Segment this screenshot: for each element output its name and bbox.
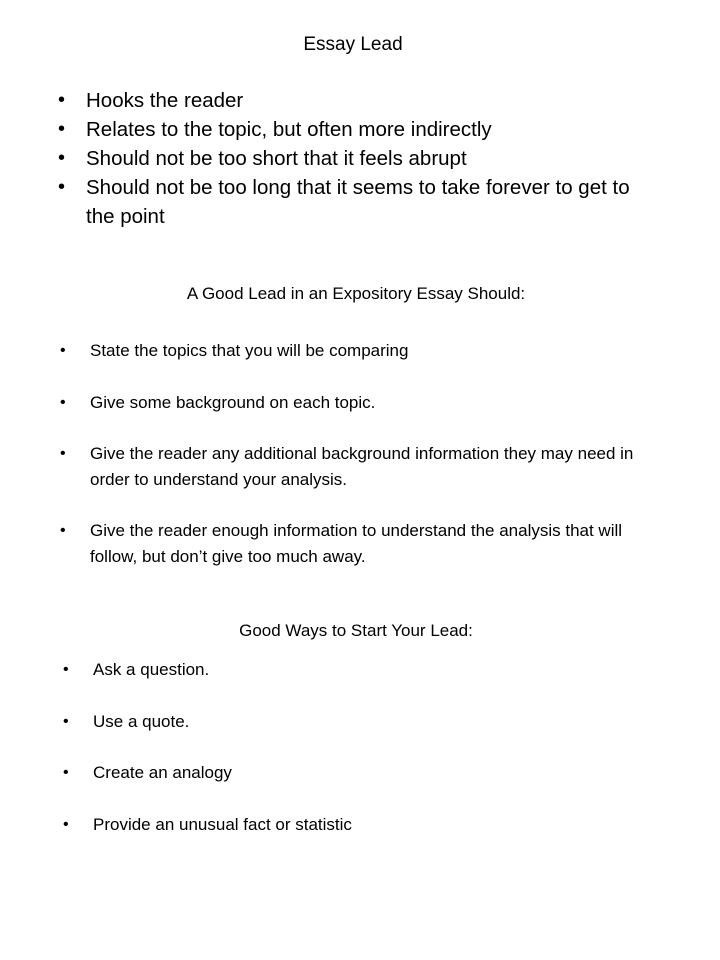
bullet-icon: • [58, 147, 66, 169]
bullet-icon: • [58, 118, 66, 140]
list-item-text: Should not be too short that it feels abrupt [86, 147, 467, 170]
list-item-text: Create an analogy [93, 763, 232, 782]
list-item-text: Give some background on each topic. [90, 392, 376, 412]
list-item-text: Hooks the reader [86, 89, 244, 112]
list-item-text: Provide an unusual fact or statistic [93, 814, 352, 834]
list-item [63, 657, 623, 683]
list-item [60, 390, 660, 416]
list-item-text: Relates to the topic, but often more indirectly [86, 118, 492, 141]
list-item [58, 144, 658, 173]
bullet-icon: • [63, 712, 69, 730]
list-item-text: Should not be too long that it seems to take forever to get to the point [86, 176, 630, 228]
bullet-icon: • [63, 764, 69, 781]
bullet-icon: • [58, 176, 66, 198]
list-item [58, 173, 658, 231]
expository-lead-list [60, 338, 660, 595]
list-item [60, 518, 660, 569]
list-item [63, 760, 623, 786]
bullet-icon: • [63, 815, 69, 833]
list-item [58, 86, 658, 115]
section-heading-ways-to-start: Good Ways to Start Your Lead: [239, 621, 473, 640]
list-item-text: Give the reader any additional background information they may need in order to understand your analysis. [90, 444, 634, 489]
bullet-icon: • [60, 342, 66, 359]
bullet-icon: • [60, 522, 66, 539]
list-item [58, 115, 658, 144]
lead-qualities-list [58, 86, 658, 231]
document-title: Essay Lead [303, 34, 403, 55]
list-item-text: Give the reader enough information to understand the analysis that will follow, but don’t give too much away. [90, 521, 623, 566]
list-item [63, 812, 623, 838]
bullet-icon: • [63, 661, 69, 678]
list-item [60, 338, 660, 364]
list-item [60, 441, 660, 492]
bullet-icon: • [58, 89, 66, 111]
ways-to-start-list [63, 657, 623, 863]
list-item-text: Use a quote. [93, 711, 190, 731]
list-item [63, 709, 623, 735]
bullet-icon: • [60, 445, 66, 462]
bullet-icon: • [60, 393, 66, 411]
list-item-text: State the topics that you will be comparing [90, 341, 409, 360]
list-item-text: Ask a question. [93, 660, 210, 679]
section-heading-expository: A Good Lead in an Expository Essay Should: [186, 284, 526, 303]
